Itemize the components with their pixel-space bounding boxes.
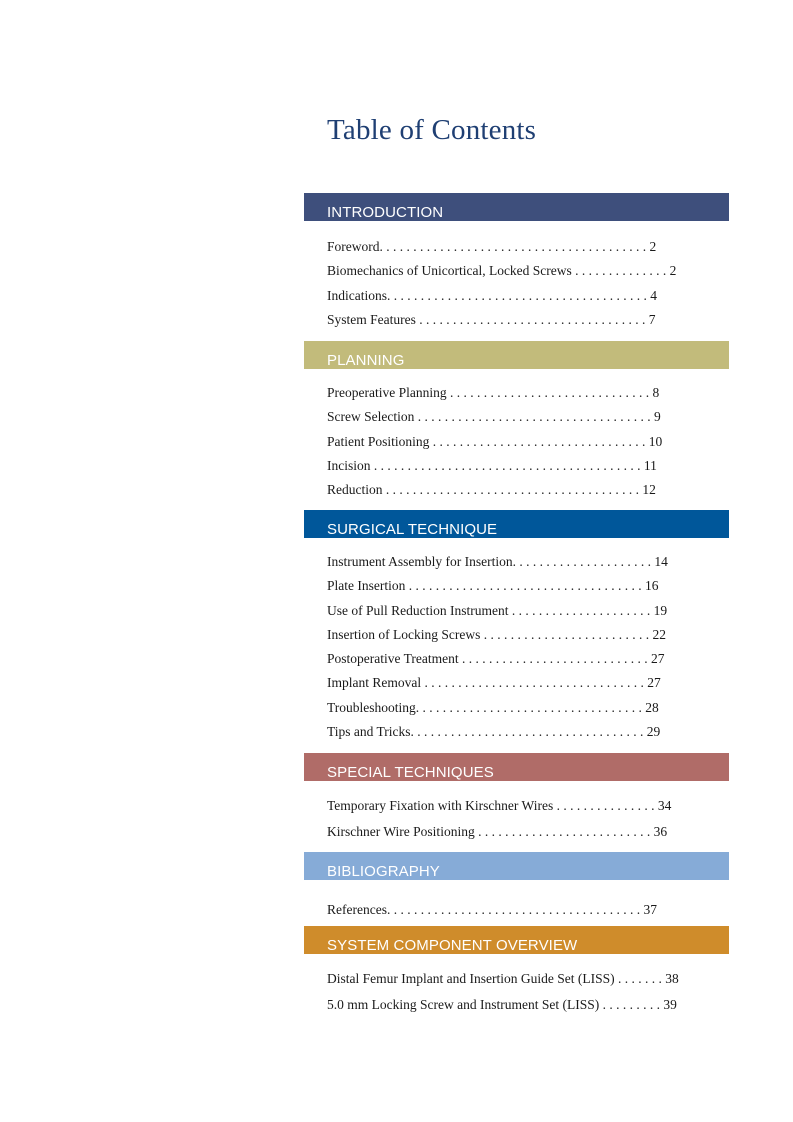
section-heading-bar [304, 510, 729, 538]
section-system-component-overview [304, 926, 729, 1018]
toc-entry[interactable]: References. . . . . . . . . . . . . . . . . . . . . . . . . . . . . . . . . . . . . . 37 [327, 902, 657, 917]
toc-entry[interactable]: Kirschner Wire Positioning . . . . . . . . . . . . . . . . . . . . . . . . . . 36 [327, 824, 668, 839]
section-heading-bar [304, 852, 729, 880]
section-heading: BIBLIOGRAPHY [327, 863, 440, 880]
section-heading: SYSTEM COMPONENT OVERVIEW [327, 937, 578, 954]
toc-entry[interactable]: Tips and Tricks. . . . . . . . . . . . . . . . . . . . . . . . . . . . . . . . . . . 29 [327, 724, 661, 740]
section-heading-bar [304, 753, 729, 781]
section-heading: SURGICAL TECHNIQUE [327, 521, 498, 538]
toc-entry[interactable]: Patient Positioning . . . . . . . . . . . . . . . . . . . . . . . . . . . . . . . . 10 [327, 433, 663, 449]
section-planning [304, 341, 729, 502]
section-introduction [304, 193, 729, 332]
toc-entry[interactable]: Biomechanics of Unicortical, Locked Screws . . . . . . . . . . . . . . 2 [327, 263, 677, 279]
section-bibliography [304, 852, 729, 922]
toc-entry[interactable]: Incision . . . . . . . . . . . . . . . . . . . . . . . . . . . . . . . . . . . . . . . . 11 [327, 457, 657, 473]
toc-entry[interactable]: Use of Pull Reduction Instrument . . . . . . . . . . . . . . . . . . . . . 19 [327, 602, 668, 618]
toc-entry[interactable]: Indications. . . . . . . . . . . . . . . . . . . . . . . . . . . . . . . . . . . . . . . 4 [327, 287, 657, 303]
toc-entry[interactable]: Preoperative Planning . . . . . . . . . . . . . . . . . . . . . . . . . . . . . . 8 [327, 385, 660, 400]
toc-entry[interactable]: Foreword. . . . . . . . . . . . . . . . . . . . . . . . . . . . . . . . . . . . . . . . 2 [327, 239, 657, 254]
toc-entry[interactable]: Implant Removal . . . . . . . . . . . . . . . . . . . . . . . . . . . . . . . . . 27 [327, 675, 661, 691]
toc-entry[interactable]: Screw Selection . . . . . . . . . . . . . . . . . . . . . . . . . . . . . . . . . . . 9 [327, 409, 661, 425]
toc-entry[interactable]: 5.0 mm Locking Screw and Instrument Set (LISS) . . . . . . . . . 39 [327, 997, 677, 1012]
toc-entry[interactable]: Troubleshooting. . . . . . . . . . . . . . . . . . . . . . . . . . . . . . . . . . 28 [327, 699, 659, 715]
section-heading-bar [304, 341, 729, 369]
toc-entry[interactable]: Reduction . . . . . . . . . . . . . . . . . . . . . . . . . . . . . . . . . . . . . . 12 [327, 482, 656, 498]
toc-entry[interactable]: System Features . . . . . . . . . . . . . . . . . . . . . . . . . . . . . . . . . . 7 [327, 311, 656, 327]
section-heading: INTRODUCTION [327, 204, 444, 221]
toc-entry[interactable]: Insertion of Locking Screws . . . . . . . . . . . . . . . . . . . . . . . . . 22 [327, 626, 666, 642]
page-title: Table of Contents [327, 114, 537, 146]
section-heading-bar [304, 926, 729, 954]
toc-entry[interactable]: Temporary Fixation with Kirschner Wires . . . . . . . . . . . . . . . 34 [327, 798, 672, 813]
section-heading: PLANNING [327, 352, 405, 369]
section-heading: SPECIAL TECHNIQUES [327, 764, 494, 781]
toc-entry[interactable]: Instrument Assembly for Insertion. . . . . . . . . . . . . . . . . . . . . 14 [327, 554, 668, 569]
section-surgical-technique [304, 510, 729, 744]
toc-entry[interactable]: Distal Femur Implant and Insertion Guide Set (LISS) . . . . . . . 38 [327, 971, 679, 986]
section-special-techniques [304, 753, 729, 845]
toc-entry[interactable]: Plate Insertion . . . . . . . . . . . . . . . . . . . . . . . . . . . . . . . . . . . 16 [327, 578, 659, 594]
section-heading-bar [304, 193, 729, 221]
toc-entry[interactable]: Postoperative Treatment . . . . . . . . . . . . . . . . . . . . . . . . . . . . 27 [327, 651, 665, 667]
